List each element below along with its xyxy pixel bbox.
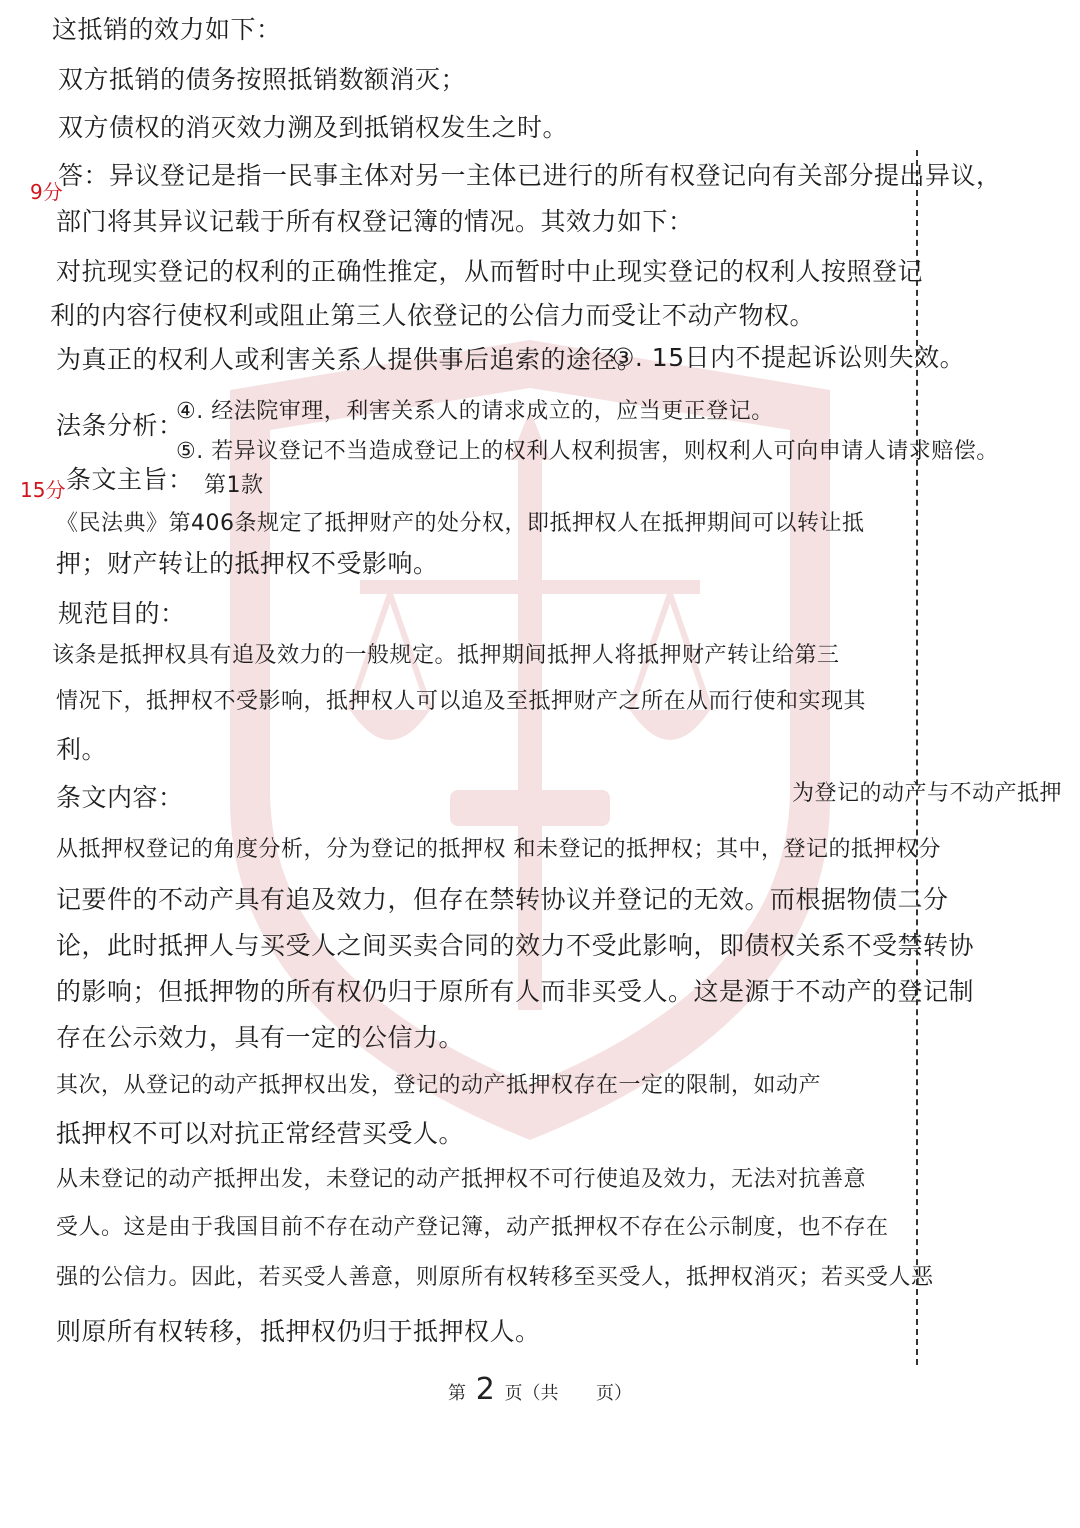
answer-line: 的影响；但抵押物的所有权仍归于原所有人而非买受人。这是源于不动产的登记制 (56, 977, 975, 1006)
answer-line: 为登记的动产与不动产抵押 (792, 781, 1063, 806)
answer-line: 从未登记的动产抵押出发，未登记的动产抵押权不可行使追及效力，无法对抗善意 (56, 1167, 867, 1192)
answer-line: 抵押权不可以对抗正常经营买受人。 (56, 1119, 465, 1148)
answer-line: 双方抵销的债务按照抵销数额消灭； (58, 65, 467, 94)
score-mark: 15分 (20, 478, 66, 502)
answer-line: ⑤. 若异议登记不当造成登记上的权利人权利损害，则权利人可向申请人请求赔偿。 (176, 439, 999, 464)
answer-line: 记要件的不动产具有追及效力，但存在禁转协议并登记的无效。而根据物债二分 (56, 885, 949, 914)
footer-middle: 页（共 (504, 1383, 559, 1404)
footer-prefix: 第 (447, 1383, 466, 1404)
answer-line: 对抗现实登记的权利的正确性推定，从而暂时中止现实登记的权利人按照登记 (56, 257, 924, 286)
answer-line: ③. 15日内不提起诉讼则失效。 (612, 343, 966, 372)
answer-line: 押；财产转让的抵押权不受影响。 (56, 549, 439, 578)
answer-line: 情况下，抵押权不受影响，抵押权人可以追及至抵押财产之所在从而行使和实现其 (56, 689, 867, 714)
answer-line: 这抵销的效力如下： (52, 15, 282, 44)
answer-line: 受人。这是由于我国目前不存在动产登记簿，动产抵押权不存在公示制度，也不存在 (56, 1215, 889, 1240)
footer-suffix: 页） (596, 1383, 633, 1404)
answer-line: 论，此时抵押人与买受人之间买卖合同的效力不受此影响，即债权关系不受禁转协 (56, 931, 975, 960)
answer-line: 条文主旨： (66, 465, 194, 494)
answer-line: 为真正的权利人或利害关系人提供事后追索的途径。 (56, 345, 643, 374)
page-number: 2 (475, 1372, 495, 1407)
answer-line: 条文内容： (56, 783, 184, 812)
answer-line: 答：异议登记是指一民事主体对另一主体已进行的所有权登记向有关部分提出异议， (58, 161, 1002, 190)
answer-line: 存在公示效力，具有一定的公信力。 (56, 1023, 465, 1052)
answer-line: 双方债权的消灭效力溯及到抵销权发生之时。 (58, 113, 569, 142)
answer-line: 则原所有权转移，抵押权仍归于抵押权人。 (56, 1317, 541, 1346)
answer-line: 利的内容行使权利或阻止第三人依登记的公信力而受让不动产物权。 (50, 301, 816, 330)
answer-line: 《民法典》第406条规定了抵押财产的处分权，即抵押权人在抵押期间可以转让抵 (56, 511, 865, 536)
answer-line: 强的公信力。因此，若买受人善意，则原所有权转移至买受人，抵押权消灭；若买受人恶 (56, 1265, 934, 1290)
score-mark: 9分 (30, 180, 63, 204)
page-footer (0, 1372, 1080, 1407)
answer-line: 利。 (56, 735, 108, 764)
margin-dashed-line (916, 150, 918, 1365)
answer-line: 规范目的： (58, 599, 186, 628)
answer-line: 第1款 (204, 473, 264, 498)
answer-line: 其次，从登记的动产抵押权出发，登记的动产抵押权存在一定的限制，如动产 (56, 1073, 822, 1098)
answer-line: 部门将其异议记载于所有权登记簿的情况。其效力如下： (56, 207, 694, 236)
answer-line: 该条是抵押权具有追及效力的一般规定。抵押期间抵押人将抵押财产转让给第三 (52, 643, 840, 668)
answer-line: 法条分析： (56, 411, 184, 440)
answer-line: ④. 经法院审理，利害关系人的请求成立的，应当更正登记。 (176, 399, 774, 424)
answer-line: 从抵押权登记的角度分析，分为登记的抵押权 和未登记的抵押权；其中，登记的抵押权分 (56, 837, 941, 862)
